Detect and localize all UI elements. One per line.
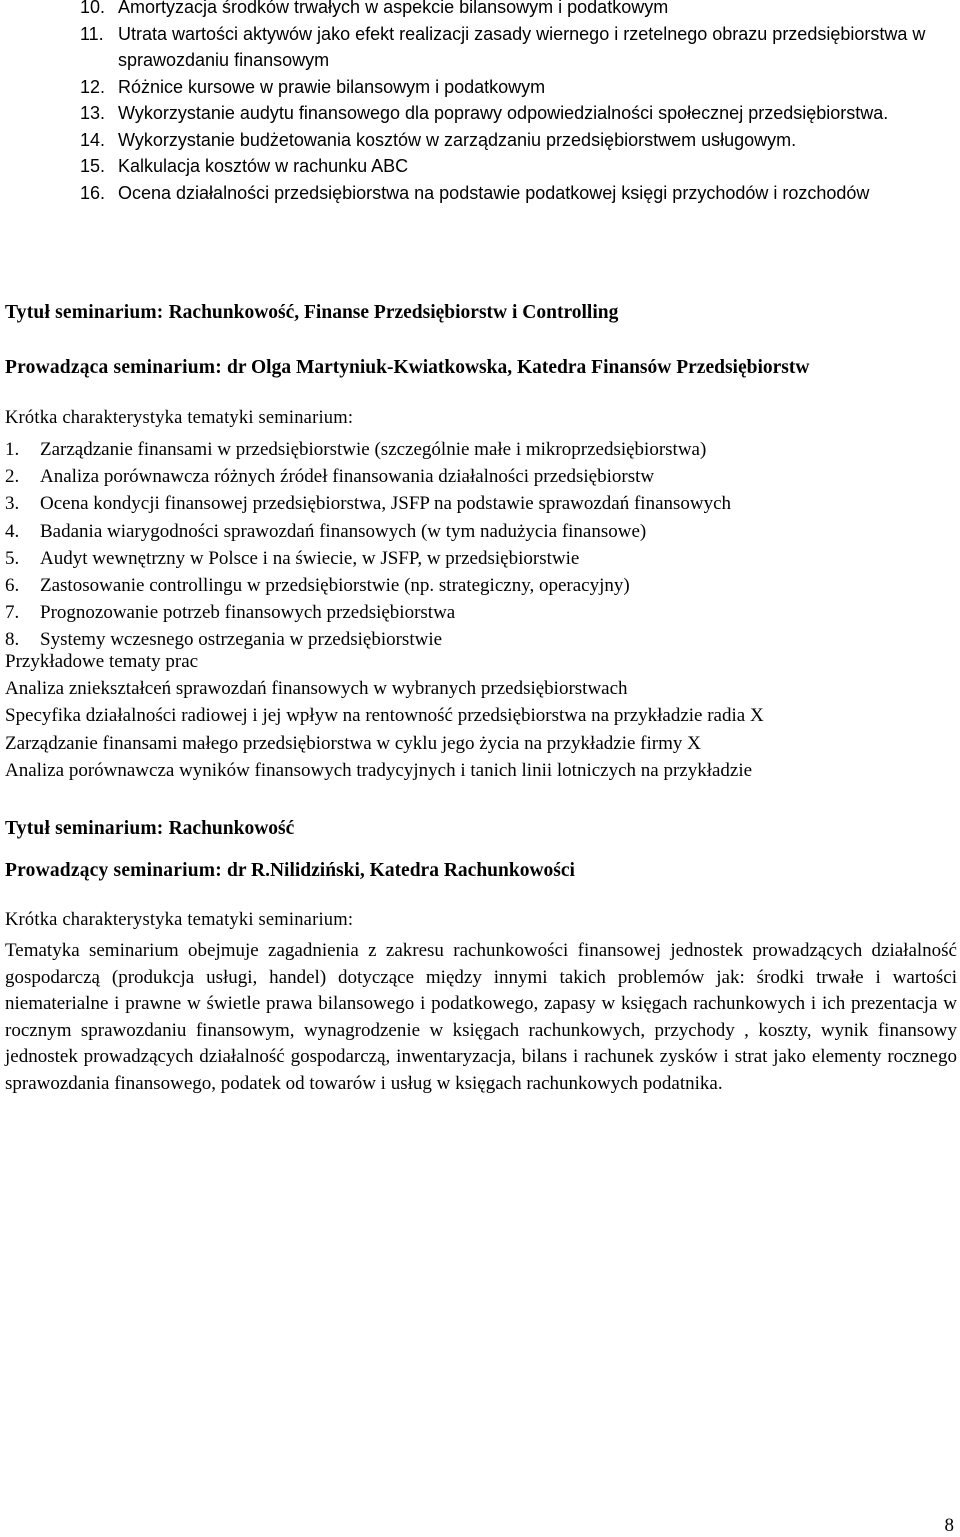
seminar-1-topic-list	[5, 436, 945, 654]
seminar-1-example-topics	[5, 648, 945, 784]
list-item: 5. Audyt wewnętrzny w Polsce i na świecie, w JSFP, w przedsiębiorstwie	[5, 547, 580, 569]
seminar-1-lead: Prowadząca seminarium: dr Olga Martyniuk-Kwiatkowska, Katedra Finansów Przedsiębiorstw	[5, 357, 810, 378]
list-item: 8. Systemy wczesnego ostrzegania w przedsiębiorstwie	[5, 629, 443, 651]
list-item: 13. Wykorzystanie audytu finansowego dla poprawy odpowiedzialności społecznej przedsiębiorstwa.	[80, 103, 889, 123]
seminar-1-characteristics-heading: Krótka charakterystyka tematyki seminarium:	[5, 408, 354, 428]
list-item: 7. Prognozowanie potrzeb finansowych przedsiębiorstwa	[5, 602, 456, 624]
example-topic: Analiza porównawcza wyników finansowych tradycyjnych i tanich linii lotniczych na przykładzie	[5, 759, 753, 781]
example-topic: Specyfika działalności radiowej i jej wpływ na rentowność przedsiębiorstwa na przykładzie radia X	[5, 705, 764, 727]
list-item: 11. Utrata wartości aktywów jako efekt realizacji zasady wiernego i rzetelnego obrazu przedsiębiorstwa w sprawozdaniu finansowym	[80, 23, 926, 70]
list-item: 10. Amortyzacja środków trwałych w aspekcie bilansowym i podatkowym	[80, 0, 669, 17]
seminar-2-characteristics-heading: Krótka charakterystyka tematyki seminarium:	[5, 910, 354, 930]
list-item: 4. Badania wiarygodności sprawozdań finansowych (w tym nadużycia finansowe)	[5, 520, 647, 542]
list-item: 2. Analiza porównawcza różnych źródeł finansowania działalności przedsiębiorstw	[5, 466, 655, 488]
examples-heading: Przykładowe tematy prac	[5, 651, 199, 672]
list-item: 6. Zastosowanie controllingu w przedsiębiorstwie (np. strategiczny, operacyjny)	[5, 575, 630, 597]
seminar-2-lead: Prowadzący seminarium: dr R.Nilidziński, Katedra Rachunkowości	[5, 860, 575, 881]
list-item: 12. Różnice kursowe w prawie bilansowym i podatkowym	[80, 76, 546, 97]
page-number: 8	[944, 1515, 954, 1536]
seminar-2-description: Tematyka seminarium obejmuje zagadnienia z zakresu rachunkowości finansowej jednostek prowadzących działalność gospodarczą (produkcja usługi, handel) dotyczące między innymi takich problemów jak: środki trwałe i wartości niematerialne i prawne w świetle prawa bilansowego i podatkowego, zapasy w księgach rachunkowych i ich prezentacja w rocznym sprawozdaniu finansowym, wynagrodzenie w księgach rachunkowych, przychody , koszty, wynik finansowy jednostek prowadzących działalność gospodarczą, inwentaryzacja, bilans i rachunek zysków i strat jako elementy rocznego sprawozdania finansowego, podatek od towarów i usług w księgach rachunkowych podatnika.	[5, 940, 957, 1094]
list-item: 16. Ocena działalności przedsiębiorstwa na podstawie podatkowej księgi przychodów i rozchodów	[80, 182, 870, 203]
list-item: 1. Zarządzanie finansami w przedsiębiorstwie (szczególnie małe i mikroprzedsiębiorstwa)	[5, 439, 707, 460]
seminar-1-title: Tytuł seminarium: Rachunkowość, Finanse Przedsiębiorstw i Controlling	[5, 302, 619, 323]
seminar-2-title: Tytuł seminarium: Rachunkowość	[5, 818, 295, 839]
list-item: 15. Kalkulacja kosztów w rachunku ABC	[80, 156, 409, 176]
example-topic: Analiza zniekształceń sprawozdań finansowych w wybranych przedsiębiorstwach	[5, 678, 628, 700]
example-topic: Zarządzanie finansami małego przedsiębiorstwa w cyklu jego życia na przykładzie firmy X	[5, 732, 701, 754]
list-item: 14. Wykorzystanie budżetowania kosztów w zarządzaniu przedsiębiorstwem usługowym.	[80, 129, 797, 150]
topic-list-continued	[80, 0, 950, 206]
list-item: 3. Ocena kondycji finansowej przedsiębiorstwa, JSFP na podstawie sprawozdań finansowych	[5, 493, 732, 515]
